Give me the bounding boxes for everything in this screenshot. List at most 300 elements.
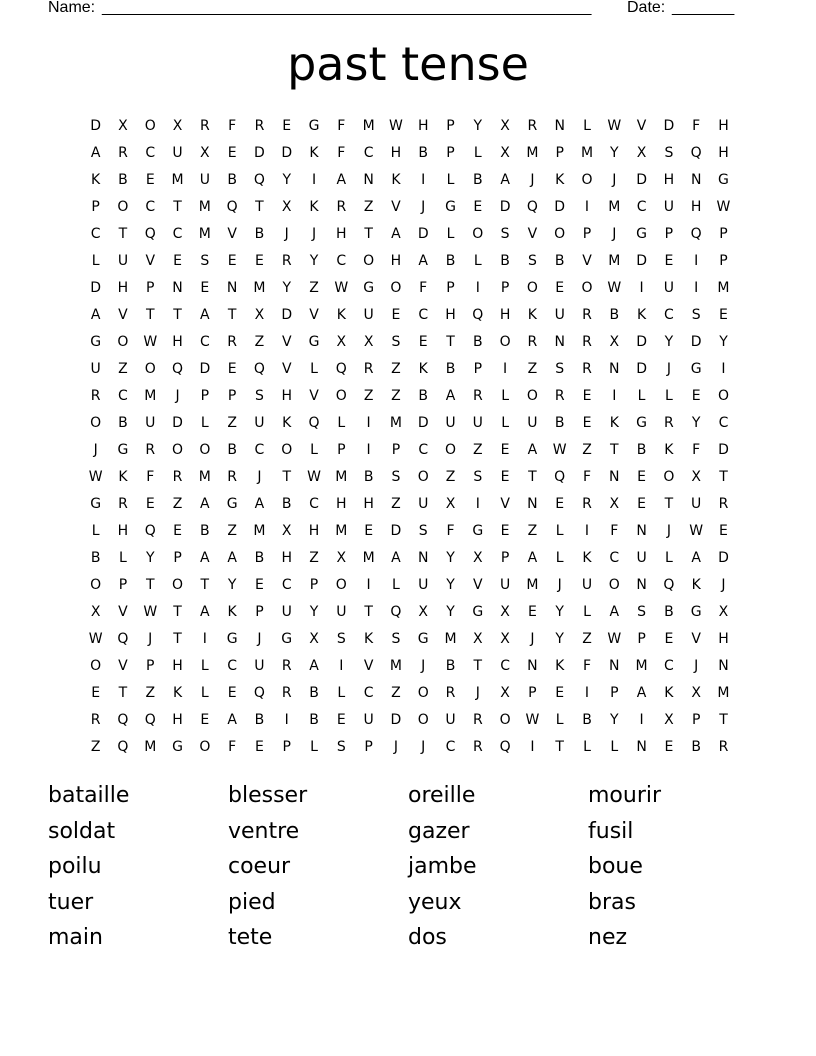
grid-letter[interactable]: H [308, 523, 320, 539]
grid-letter[interactable]: F [446, 523, 455, 539]
grid-letter[interactable]: H [690, 199, 702, 215]
grid-letter[interactable]: I [202, 631, 207, 647]
grid-letter[interactable]: M [253, 280, 266, 296]
grid-letter[interactable]: Y [309, 253, 319, 269]
grid-letter[interactable]: K [418, 361, 428, 377]
grid-letter[interactable]: N [609, 361, 620, 377]
grid-letter[interactable]: O [117, 334, 129, 350]
grid-letter[interactable]: S [391, 334, 401, 350]
grid-letter[interactable]: Q [172, 361, 184, 377]
grid-letter[interactable]: P [391, 442, 401, 458]
grid-letter[interactable]: A [309, 658, 319, 674]
grid-letter[interactable]: G [90, 334, 102, 350]
grid-letter[interactable]: I [584, 199, 590, 215]
grid-letter[interactable]: E [719, 307, 728, 323]
grid-letter[interactable]: K [91, 172, 101, 188]
grid-letter[interactable]: X [500, 631, 510, 647]
grid-letter[interactable]: C [254, 442, 265, 458]
grid-letter[interactable]: A [609, 604, 620, 620]
grid-letter[interactable]: M [526, 145, 539, 161]
grid-letter[interactable]: J [175, 388, 180, 404]
grid-letter[interactable]: K [664, 685, 674, 701]
grid-letter[interactable]: A [200, 307, 210, 323]
grid-letter[interactable]: Z [90, 739, 101, 755]
grid-letter[interactable]: R [90, 712, 101, 728]
grid-letter[interactable]: M [198, 199, 211, 215]
grid-letter[interactable]: T [173, 604, 182, 620]
grid-letter[interactable]: K [364, 631, 374, 647]
grid-letter[interactable]: Z [309, 280, 319, 296]
grid-letter[interactable]: S [527, 253, 537, 269]
grid-letter[interactable]: C [90, 226, 101, 242]
grid-letter[interactable]: H [499, 307, 511, 323]
grid-letter[interactable]: Z [391, 685, 401, 701]
grid-letter[interactable]: H [281, 388, 292, 404]
grid-letter[interactable]: J [530, 631, 535, 647]
grid-letter[interactable]: J [421, 739, 426, 755]
grid-letter[interactable]: E [255, 577, 264, 593]
grid-letter[interactable]: W [689, 523, 704, 539]
grid-letter[interactable]: O [199, 442, 211, 458]
grid-letter[interactable]: Q [144, 226, 156, 242]
grid-letter[interactable]: D [90, 280, 102, 296]
grid-letter[interactable]: A [90, 307, 101, 323]
grid-letter[interactable]: I [530, 739, 535, 755]
grid-letter[interactable]: E [473, 199, 483, 215]
grid-letter[interactable]: O [172, 577, 184, 593]
grid-letter[interactable]: S [200, 253, 210, 269]
grid-letter[interactable]: H [663, 172, 675, 188]
grid-letter[interactable]: Q [499, 739, 511, 755]
grid-letter[interactable]: J [666, 361, 671, 377]
grid-letter[interactable]: O [663, 469, 675, 485]
grid-letter[interactable]: E [555, 496, 565, 512]
grid-letter[interactable]: K [582, 550, 592, 566]
grid-letter[interactable]: V [145, 253, 156, 269]
grid-letter[interactable]: Q [253, 685, 265, 701]
grid-letter[interactable]: E [227, 253, 237, 269]
grid-letter[interactable]: X [500, 145, 510, 161]
grid-letter[interactable]: V [582, 253, 592, 269]
grid-letter[interactable]: T [719, 469, 728, 485]
grid-letter[interactable]: E [364, 523, 374, 539]
grid-letter[interactable]: T [473, 658, 483, 674]
grid-letter[interactable]: B [582, 712, 592, 728]
grid-letter[interactable]: O [281, 442, 293, 458]
grid-letter[interactable]: X [609, 334, 620, 350]
grid-letter[interactable]: L [555, 550, 564, 566]
grid-letter[interactable]: P [309, 577, 319, 593]
grid-letter[interactable]: R [472, 388, 483, 404]
grid-letter[interactable]: S [555, 361, 565, 377]
grid-letter[interactable]: U [254, 658, 265, 674]
grid-letter[interactable]: K [691, 577, 701, 593]
grid-letter[interactable]: X [309, 631, 319, 647]
grid-letter[interactable]: M [444, 631, 457, 647]
grid-letter[interactable]: T [118, 685, 128, 701]
grid-letter[interactable]: I [475, 496, 480, 512]
grid-letter[interactable]: U [445, 712, 456, 728]
grid-letter[interactable]: C [609, 550, 620, 566]
grid-letter[interactable]: C [663, 307, 674, 323]
grid-letter[interactable]: O [499, 712, 511, 728]
grid-letter[interactable]: O [444, 442, 457, 458]
grid-letter[interactable]: D [636, 334, 647, 350]
grid-letter[interactable]: J [148, 631, 153, 647]
grid-letter[interactable]: E [664, 739, 674, 755]
grid-letter[interactable]: P [200, 388, 210, 404]
grid-letter[interactable]: L [664, 550, 673, 566]
grid-letter[interactable]: A [445, 388, 456, 404]
grid-letter[interactable]: G [226, 631, 238, 647]
grid-letter[interactable]: G [117, 442, 129, 458]
grid-letter[interactable]: L [446, 172, 455, 188]
grid-letter[interactable]: X [90, 604, 101, 620]
grid-letter[interactable]: Q [308, 415, 320, 431]
grid-letter[interactable]: J [284, 226, 289, 242]
grid-letter[interactable]: X [254, 307, 265, 323]
date-blank[interactable]: _______ [672, 0, 735, 16]
grid-letter[interactable]: E [555, 280, 565, 296]
grid-letter[interactable]: X [691, 469, 701, 485]
grid-letter[interactable]: L [200, 685, 209, 701]
grid-letter[interactable]: R [554, 388, 565, 404]
grid-letter[interactable]: X [363, 334, 374, 350]
grid-letter[interactable]: M [635, 658, 648, 674]
grid-letter[interactable]: G [636, 226, 648, 242]
grid-letter[interactable]: P [446, 145, 455, 161]
grid-letter[interactable]: L [200, 415, 209, 431]
grid-letter[interactable]: K [309, 145, 319, 161]
grid-letter[interactable]: H [718, 631, 729, 647]
grid-letter[interactable]: O [90, 577, 102, 593]
grid-letter[interactable]: O [417, 685, 429, 701]
grid-letter[interactable]: X [609, 496, 620, 512]
grid-letter[interactable]: O [581, 280, 593, 296]
grid-letter[interactable]: D [690, 334, 702, 350]
grid-letter[interactable]: K [609, 415, 619, 431]
grid-letter[interactable]: H [172, 712, 183, 728]
grid-letter[interactable]: W [334, 280, 349, 296]
grid-letter[interactable]: E [500, 469, 510, 485]
grid-letter[interactable]: F [146, 469, 155, 485]
grid-letter[interactable]: L [583, 604, 591, 620]
grid-letter[interactable]: A [527, 442, 538, 458]
grid-letter[interactable]: O [144, 361, 156, 377]
grid-letter[interactable]: T [664, 496, 674, 512]
grid-letter[interactable]: P [637, 631, 646, 647]
grid-letter[interactable]: O [417, 469, 429, 485]
grid-letter[interactable]: O [144, 118, 156, 134]
grid-letter[interactable]: W [143, 334, 158, 350]
grid-letter[interactable]: I [284, 712, 289, 728]
grid-letter[interactable]: L [310, 739, 318, 755]
grid-letter[interactable]: T [446, 334, 455, 350]
grid-letter[interactable]: J [530, 172, 535, 188]
grid-letter[interactable]: D [417, 226, 429, 242]
grid-letter[interactable]: B [227, 172, 237, 188]
grid-letter[interactable]: Q [472, 307, 484, 323]
grid-letter[interactable]: E [582, 415, 592, 431]
grid-letter[interactable]: R [227, 334, 237, 350]
grid-letter[interactable]: G [172, 739, 183, 755]
grid-letter[interactable]: E [637, 469, 647, 485]
grid-letter[interactable]: E [255, 739, 264, 755]
grid-letter[interactable]: E [664, 631, 674, 647]
grid-letter[interactable]: Q [390, 604, 402, 620]
grid-letter[interactable]: O [717, 388, 729, 404]
grid-letter[interactable]: W [388, 118, 403, 134]
grid-letter[interactable]: R [118, 145, 128, 161]
grid-letter[interactable]: A [90, 145, 101, 161]
grid-letter[interactable]: M [144, 388, 157, 404]
grid-letter[interactable]: O [526, 388, 538, 404]
grid-letter[interactable]: U [117, 253, 129, 269]
grid-letter[interactable]: D [281, 145, 293, 161]
grid-letter[interactable]: K [336, 307, 346, 323]
grid-letter[interactable]: Z [473, 442, 483, 458]
grid-letter[interactable]: N [609, 469, 620, 485]
grid-letter[interactable]: I [311, 172, 317, 188]
grid-letter[interactable]: U [472, 415, 483, 431]
grid-letter[interactable]: L [555, 523, 564, 539]
grid-letter[interactable]: C [145, 145, 156, 161]
grid-letter[interactable]: P [719, 226, 728, 242]
grid-letter[interactable]: E [145, 172, 155, 188]
grid-letter[interactable]: K [309, 199, 319, 215]
grid-letter[interactable]: T [173, 307, 182, 323]
grid-letter[interactable]: E [336, 712, 346, 728]
grid-letter[interactable]: A [200, 550, 210, 566]
grid-letter[interactable]: G [718, 172, 729, 188]
grid-letter[interactable]: R [718, 496, 729, 512]
grid-letter[interactable]: E [145, 496, 155, 512]
grid-letter[interactable]: X [200, 145, 210, 161]
grid-letter[interactable]: T [145, 307, 155, 323]
grid-letter[interactable]: L [583, 118, 591, 134]
grid-letter[interactable]: C [445, 739, 456, 755]
grid-letter[interactable]: L [200, 658, 209, 674]
grid-letter[interactable]: B [254, 226, 265, 242]
grid-letter[interactable]: D [199, 361, 211, 377]
grid-letter[interactable]: D [636, 172, 647, 188]
grid-letter[interactable]: W [307, 469, 321, 485]
grid-letter[interactable]: Z [582, 442, 592, 458]
grid-letter[interactable]: W [525, 712, 540, 728]
grid-letter[interactable]: Y [555, 631, 564, 647]
grid-letter[interactable]: J [666, 523, 671, 539]
grid-letter[interactable]: W [716, 199, 731, 215]
grid-letter[interactable]: B [309, 712, 319, 728]
grid-letter[interactable]: Y [691, 415, 701, 431]
grid-letter[interactable]: K [118, 469, 128, 485]
grid-letter[interactable]: V [309, 307, 319, 323]
grid-letter[interactable]: O [390, 280, 402, 296]
grid-letter[interactable]: U [554, 307, 565, 323]
grid-letter[interactable]: B [500, 253, 510, 269]
grid-letter[interactable]: R [363, 361, 374, 377]
grid-letter[interactable]: W [607, 118, 622, 134]
grid-letter[interactable]: S [637, 604, 647, 620]
grid-letter[interactable]: Z [363, 388, 374, 404]
grid-letter[interactable]: R [582, 496, 592, 512]
grid-letter[interactable]: A [227, 550, 237, 566]
grid-letter[interactable]: M [580, 145, 594, 161]
grid-letter[interactable]: H [172, 658, 183, 674]
grid-letter[interactable]: R [472, 739, 483, 755]
grid-letter[interactable]: H [445, 307, 456, 323]
grid-letter[interactable]: T [227, 307, 237, 323]
grid-letter[interactable]: E [691, 388, 701, 404]
grid-letter[interactable]: H [172, 334, 183, 350]
grid-letter[interactable]: J [475, 685, 480, 701]
grid-letter[interactable]: C [309, 496, 319, 512]
grid-letter[interactable]: H [390, 253, 402, 269]
grid-letter[interactable]: P [255, 604, 264, 620]
grid-letter[interactable]: J [421, 658, 426, 674]
grid-letter[interactable]: I [612, 388, 617, 404]
grid-letter[interactable]: H [718, 145, 729, 161]
grid-letter[interactable]: R [227, 469, 237, 485]
grid-letter[interactable]: X [473, 550, 483, 566]
grid-letter[interactable]: G [308, 334, 320, 350]
grid-letter[interactable]: U [90, 361, 101, 377]
grid-letter[interactable]: P [473, 361, 483, 377]
name-blank[interactable]: _______________________________________________________ [102, 0, 592, 16]
grid-letter[interactable]: A [691, 550, 701, 566]
grid-letter[interactable]: T [719, 712, 728, 728]
grid-letter[interactable]: O [117, 199, 129, 215]
grid-letter[interactable]: N [636, 523, 647, 539]
grid-letter[interactable]: L [501, 388, 509, 404]
grid-letter[interactable]: U [172, 145, 183, 161]
grid-letter[interactable]: E [527, 604, 537, 620]
grid-letter[interactable]: W [607, 280, 622, 296]
grid-letter[interactable]: C [172, 226, 183, 242]
grid-letter[interactable]: E [637, 496, 647, 512]
grid-letter[interactable]: D [390, 523, 402, 539]
grid-letter[interactable]: Z [363, 199, 374, 215]
grid-letter[interactable]: N [363, 172, 374, 188]
grid-letter[interactable]: G [445, 199, 456, 215]
grid-letter[interactable]: B [227, 442, 237, 458]
grid-letter[interactable]: O [363, 253, 375, 269]
grid-letter[interactable]: E [227, 145, 237, 161]
grid-letter[interactable]: G [690, 604, 702, 620]
grid-letter[interactable]: X [500, 685, 510, 701]
grid-letter[interactable]: U [363, 712, 374, 728]
grid-letter[interactable]: L [610, 739, 619, 755]
grid-letter[interactable]: O [90, 658, 102, 674]
grid-letter[interactable]: Z [582, 631, 592, 647]
grid-letter[interactable]: N [609, 658, 620, 674]
grid-letter[interactable]: L [473, 145, 482, 161]
grid-letter[interactable]: J [721, 577, 726, 593]
grid-letter[interactable]: Z [227, 523, 237, 539]
grid-letter[interactable]: O [526, 280, 538, 296]
grid-letter[interactable]: E [391, 307, 401, 323]
grid-letter[interactable]: V [281, 361, 292, 377]
grid-letter[interactable]: U [199, 172, 210, 188]
grid-letter[interactable]: Y [473, 118, 483, 134]
grid-letter[interactable]: D [636, 361, 647, 377]
grid-letter[interactable]: N [226, 280, 238, 296]
grid-letter[interactable]: B [418, 145, 429, 161]
grid-letter[interactable]: Z [118, 361, 128, 377]
grid-letter[interactable]: H [281, 550, 292, 566]
grid-letter[interactable]: P [719, 253, 728, 269]
grid-letter[interactable]: D [417, 415, 429, 431]
grid-letter[interactable]: R [281, 658, 292, 674]
grid-letter[interactable]: V [500, 496, 510, 512]
grid-letter[interactable]: P [146, 658, 155, 674]
grid-letter[interactable]: R [118, 496, 128, 512]
grid-letter[interactable]: B [664, 604, 674, 620]
grid-letter[interactable]: Z [445, 469, 456, 485]
grid-letter[interactable]: O [581, 172, 593, 188]
grid-letter[interactable]: Z [391, 388, 401, 404]
grid-letter[interactable]: O [499, 334, 511, 350]
grid-letter[interactable]: Y [145, 550, 155, 566]
grid-letter[interactable]: U [691, 496, 702, 512]
grid-letter[interactable]: H [336, 226, 347, 242]
grid-letter[interactable]: T [364, 226, 373, 242]
grid-letter[interactable]: J [612, 226, 617, 242]
grid-letter[interactable]: F [610, 523, 619, 539]
grid-letter[interactable]: N [554, 334, 565, 350]
grid-letter[interactable]: D [172, 415, 183, 431]
grid-letter[interactable]: U [145, 415, 156, 431]
grid-letter[interactable]: A [254, 496, 265, 512]
grid-letter[interactable]: E [227, 361, 237, 377]
grid-letter[interactable]: H [336, 496, 347, 512]
grid-letter[interactable]: H [417, 118, 429, 134]
grid-letter[interactable]: Z [254, 334, 265, 350]
grid-letter[interactable]: U [581, 577, 593, 593]
grid-letter[interactable]: A [227, 712, 237, 728]
grid-letter[interactable]: Q [253, 361, 265, 377]
grid-letter[interactable]: Z [145, 685, 156, 701]
grid-letter[interactable]: P [664, 226, 674, 242]
grid-letter[interactable]: M [144, 739, 157, 755]
grid-letter[interactable]: E [664, 253, 674, 269]
grid-letter[interactable]: J [311, 226, 317, 242]
grid-letter[interactable]: B [445, 253, 456, 269]
grid-letter[interactable]: S [336, 739, 346, 755]
grid-letter[interactable]: L [310, 361, 318, 377]
grid-letter[interactable]: B [254, 550, 265, 566]
grid-letter[interactable]: J [393, 739, 398, 755]
grid-letter[interactable]: L [446, 226, 455, 242]
grid-letter[interactable]: K [227, 604, 237, 620]
grid-letter[interactable]: E [555, 685, 565, 701]
grid-letter[interactable]: V [527, 226, 538, 242]
grid-letter[interactable]: C [636, 199, 647, 215]
grid-letter[interactable]: B [554, 253, 565, 269]
grid-letter[interactable]: Q [253, 172, 265, 188]
grid-letter[interactable]: R [582, 361, 592, 377]
grid-letter[interactable]: R [90, 388, 101, 404]
grid-letter[interactable]: T [173, 199, 182, 215]
grid-letter[interactable]: Q [226, 199, 238, 215]
grid-letter[interactable]: B [363, 469, 374, 485]
grid-letter[interactable]: T [555, 739, 564, 755]
grid-letter[interactable]: R [445, 685, 456, 701]
grid-letter[interactable]: Q [690, 226, 702, 242]
grid-letter[interactable]: Y [227, 577, 237, 593]
grid-letter[interactable]: Y [446, 550, 455, 566]
grid-letter[interactable]: B [309, 685, 319, 701]
